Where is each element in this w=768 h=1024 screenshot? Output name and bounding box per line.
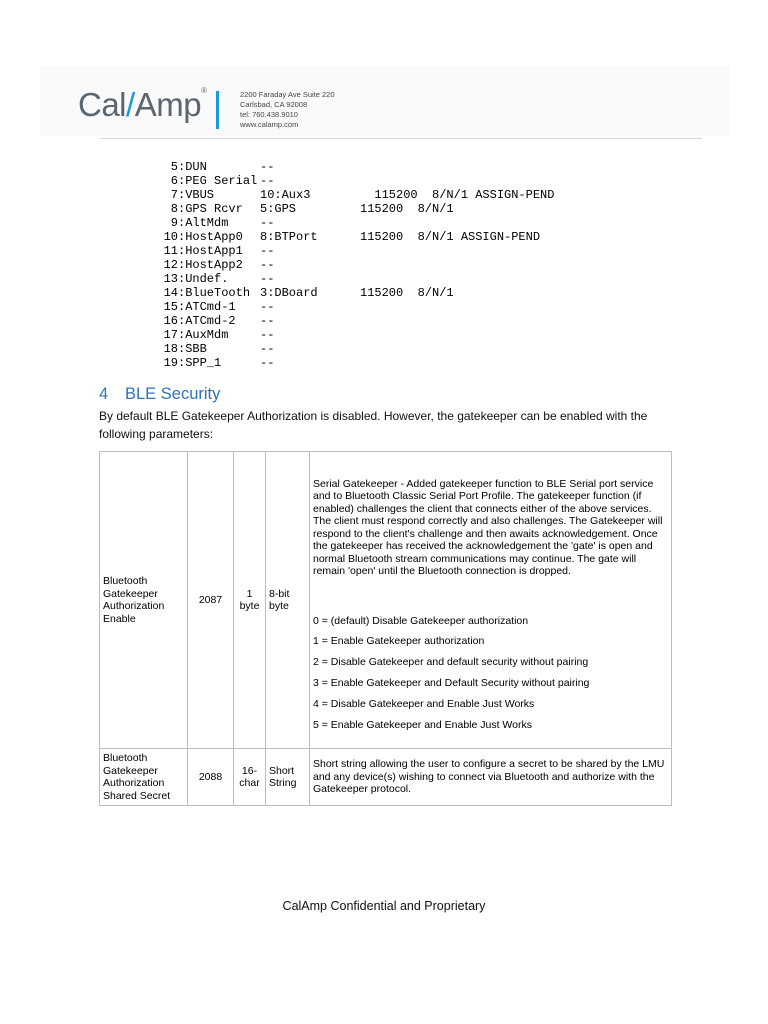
port-map: 10:Aux3 xyxy=(260,188,311,202)
port-index: 19 xyxy=(163,356,178,370)
port-map: -- xyxy=(260,174,275,188)
param-option: 1 = Enable Gatekeeper authorization xyxy=(313,635,485,648)
param-name: Bluetooth Gatekeeper Authorization Shared Secret xyxy=(100,749,188,806)
param-id: 2087 xyxy=(188,452,234,749)
section-number: 4 xyxy=(99,385,109,403)
port-name: HostApp0 xyxy=(185,230,243,244)
port-row: 9:AltMdm -- xyxy=(150,216,554,230)
param-option: 4 = Disable Gatekeeper and Enable Just Works xyxy=(313,697,535,710)
port-settings: 115200 8/N/1 xyxy=(360,286,454,300)
param-option: 5 = Enable Gatekeeper and Enable Just Works xyxy=(313,718,532,731)
port-name: AltMdm xyxy=(185,216,229,230)
port-index: 10 xyxy=(163,230,178,244)
port-map: 8:BTPort xyxy=(260,230,318,244)
address-website: www.calamp.com xyxy=(240,120,299,129)
port-index: 12 xyxy=(163,258,178,272)
port-map: -- xyxy=(260,328,275,342)
section-intro: By default BLE Gatekeeper Authorization is disabled. However, the gatekeeper can be enabled with the following parameters: xyxy=(99,409,648,441)
port-index: 7 xyxy=(170,188,178,202)
port-name: ATCmd-2 xyxy=(185,314,236,328)
port-row: 11:HostApp1 -- xyxy=(150,244,554,258)
logo-amp: Amp xyxy=(134,86,202,123)
port-index: 16 xyxy=(163,314,178,328)
port-row: 17:AuxMdm -- xyxy=(150,328,554,342)
param-id: 2088 xyxy=(188,749,234,806)
logo-cal: Cal xyxy=(78,86,127,123)
param-type: 8-bit byte xyxy=(266,452,310,749)
port-index: 14 xyxy=(163,286,178,300)
port-name: HostApp2 xyxy=(185,258,243,272)
port-map: -- xyxy=(260,342,275,356)
param-option: 3 = Enable Gatekeeper and Default Security without pairing xyxy=(313,677,590,689)
port-row: 15:ATCmd-1 -- xyxy=(150,300,554,314)
address-line: 2200 Faraday Ave Suite 220 xyxy=(240,90,335,99)
port-index: 5 xyxy=(170,160,178,174)
port-settings: 115200 8/N/1 xyxy=(360,202,454,216)
section-heading xyxy=(99,385,220,404)
param-type: Short String xyxy=(266,749,310,806)
port-name: GPS Rcvr xyxy=(185,202,243,216)
param-size: 1 byte xyxy=(234,452,266,749)
port-name: SBB xyxy=(185,342,207,356)
port-index: 8 xyxy=(170,202,178,216)
port-map: 5:GPS xyxy=(260,202,297,216)
parameters-table xyxy=(99,451,672,806)
port-row: 19:SPP_1 -- xyxy=(150,356,554,370)
port-map: -- xyxy=(260,160,275,174)
param-name: Bluetooth Gatekeeper Authorization Enable xyxy=(100,452,188,749)
logo-registered-mark: ® xyxy=(201,86,207,95)
port-map: -- xyxy=(260,356,275,370)
letterhead-divider xyxy=(216,91,219,129)
port-settings: 115200 8/N/1 ASSIGN-PEND xyxy=(360,188,555,202)
param-size: 16-char xyxy=(234,749,266,806)
port-map: -- xyxy=(260,314,275,328)
port-listing xyxy=(150,160,554,370)
param-description-cell xyxy=(310,452,672,749)
port-name: Undef. xyxy=(185,272,229,286)
section-title: BLE Security xyxy=(125,385,221,403)
port-index: 9 xyxy=(170,216,178,230)
port-name: DUN xyxy=(185,160,207,174)
port-row: 12:HostApp2 -- xyxy=(150,258,554,272)
port-row: 10:HostApp0 8:BTPort 115200 8/N/1 ASSIGN-PEND xyxy=(150,230,554,244)
param-description: Serial Gatekeeper - Added gatekeeper function to BLE Serial port service and to Bluetooth Classic Serial Port Profile. The gatekeeper function (if enabled) challenges the client that connects either of the above services. The client must respond correctly and also challenges. The Gatekeeper will respond to the client's challenge and then awaits acknowledgement. Once the gatekeeper has received the acknowledgement the 'gate' is open and normal Bluetooth stream communications may continue. The gate will remain 'open' until the Bluetooth connection is dropped. xyxy=(313,477,663,578)
port-name: SPP_1 xyxy=(185,356,222,370)
table-row xyxy=(100,749,672,806)
port-map: -- xyxy=(260,300,275,314)
param-options xyxy=(313,615,668,740)
port-row: 5:DUN -- xyxy=(150,160,554,174)
port-map: -- xyxy=(260,244,275,258)
port-map: -- xyxy=(260,272,275,286)
port-row: 7:VBUS 10:Aux3 115200 8/N/1 ASSIGN-PEND xyxy=(150,188,554,202)
logo-slash: / xyxy=(126,86,135,123)
address-line: Carlsbad, CA 92008 xyxy=(240,100,308,109)
port-row: 8:GPS Rcvr 5:GPS 115200 8/N/1 xyxy=(150,202,554,216)
table-row xyxy=(100,452,672,749)
port-settings: 115200 8/N/1 ASSIGN-PEND xyxy=(360,230,541,244)
port-name: BlueTooth xyxy=(185,286,251,300)
port-index: 17 xyxy=(163,328,178,342)
port-row: 14:BlueTooth 3:DBoard 115200 8/N/1 xyxy=(150,286,554,300)
param-option: 2 = Disable Gatekeeper and default security without pairing xyxy=(313,656,589,669)
page-footer: CalAmp Confidential and Proprietary xyxy=(282,899,486,913)
port-map: -- xyxy=(260,216,275,230)
port-index: 15 xyxy=(163,300,178,314)
port-index: 11 xyxy=(163,244,178,258)
port-name: PEG Serial xyxy=(185,174,258,188)
port-name: AuxMdm xyxy=(185,328,229,342)
port-index: 18 xyxy=(163,342,178,356)
port-row: 6:PEG Serial -- xyxy=(150,174,554,188)
port-map: -- xyxy=(260,258,275,272)
company-address xyxy=(240,90,335,130)
port-map: 3:DBoard xyxy=(260,286,318,300)
header-rule xyxy=(100,138,702,139)
port-name: VBUS xyxy=(185,188,215,202)
port-index: 13 xyxy=(163,272,178,286)
port-row: 18:SBB -- xyxy=(150,342,554,356)
port-row: 13:Undef. -- xyxy=(150,272,554,286)
param-description: Short string allowing the user to configure a secret to be shared by the LMU and any device(s) wishing to connect via Bluetooth and authorize with the Gatekeeper protocol. xyxy=(310,749,672,806)
port-name: HostApp1 xyxy=(185,244,243,258)
port-index: 6 xyxy=(170,174,178,188)
address-phone: tel: 760.438.9010 xyxy=(240,110,298,119)
port-row: 16:ATCmd-2 -- xyxy=(150,314,554,328)
param-option: 0 = (default) Disable Gatekeeper authorization xyxy=(313,614,529,627)
port-name: ATCmd-1 xyxy=(185,300,236,314)
calamp-logo xyxy=(78,86,206,124)
